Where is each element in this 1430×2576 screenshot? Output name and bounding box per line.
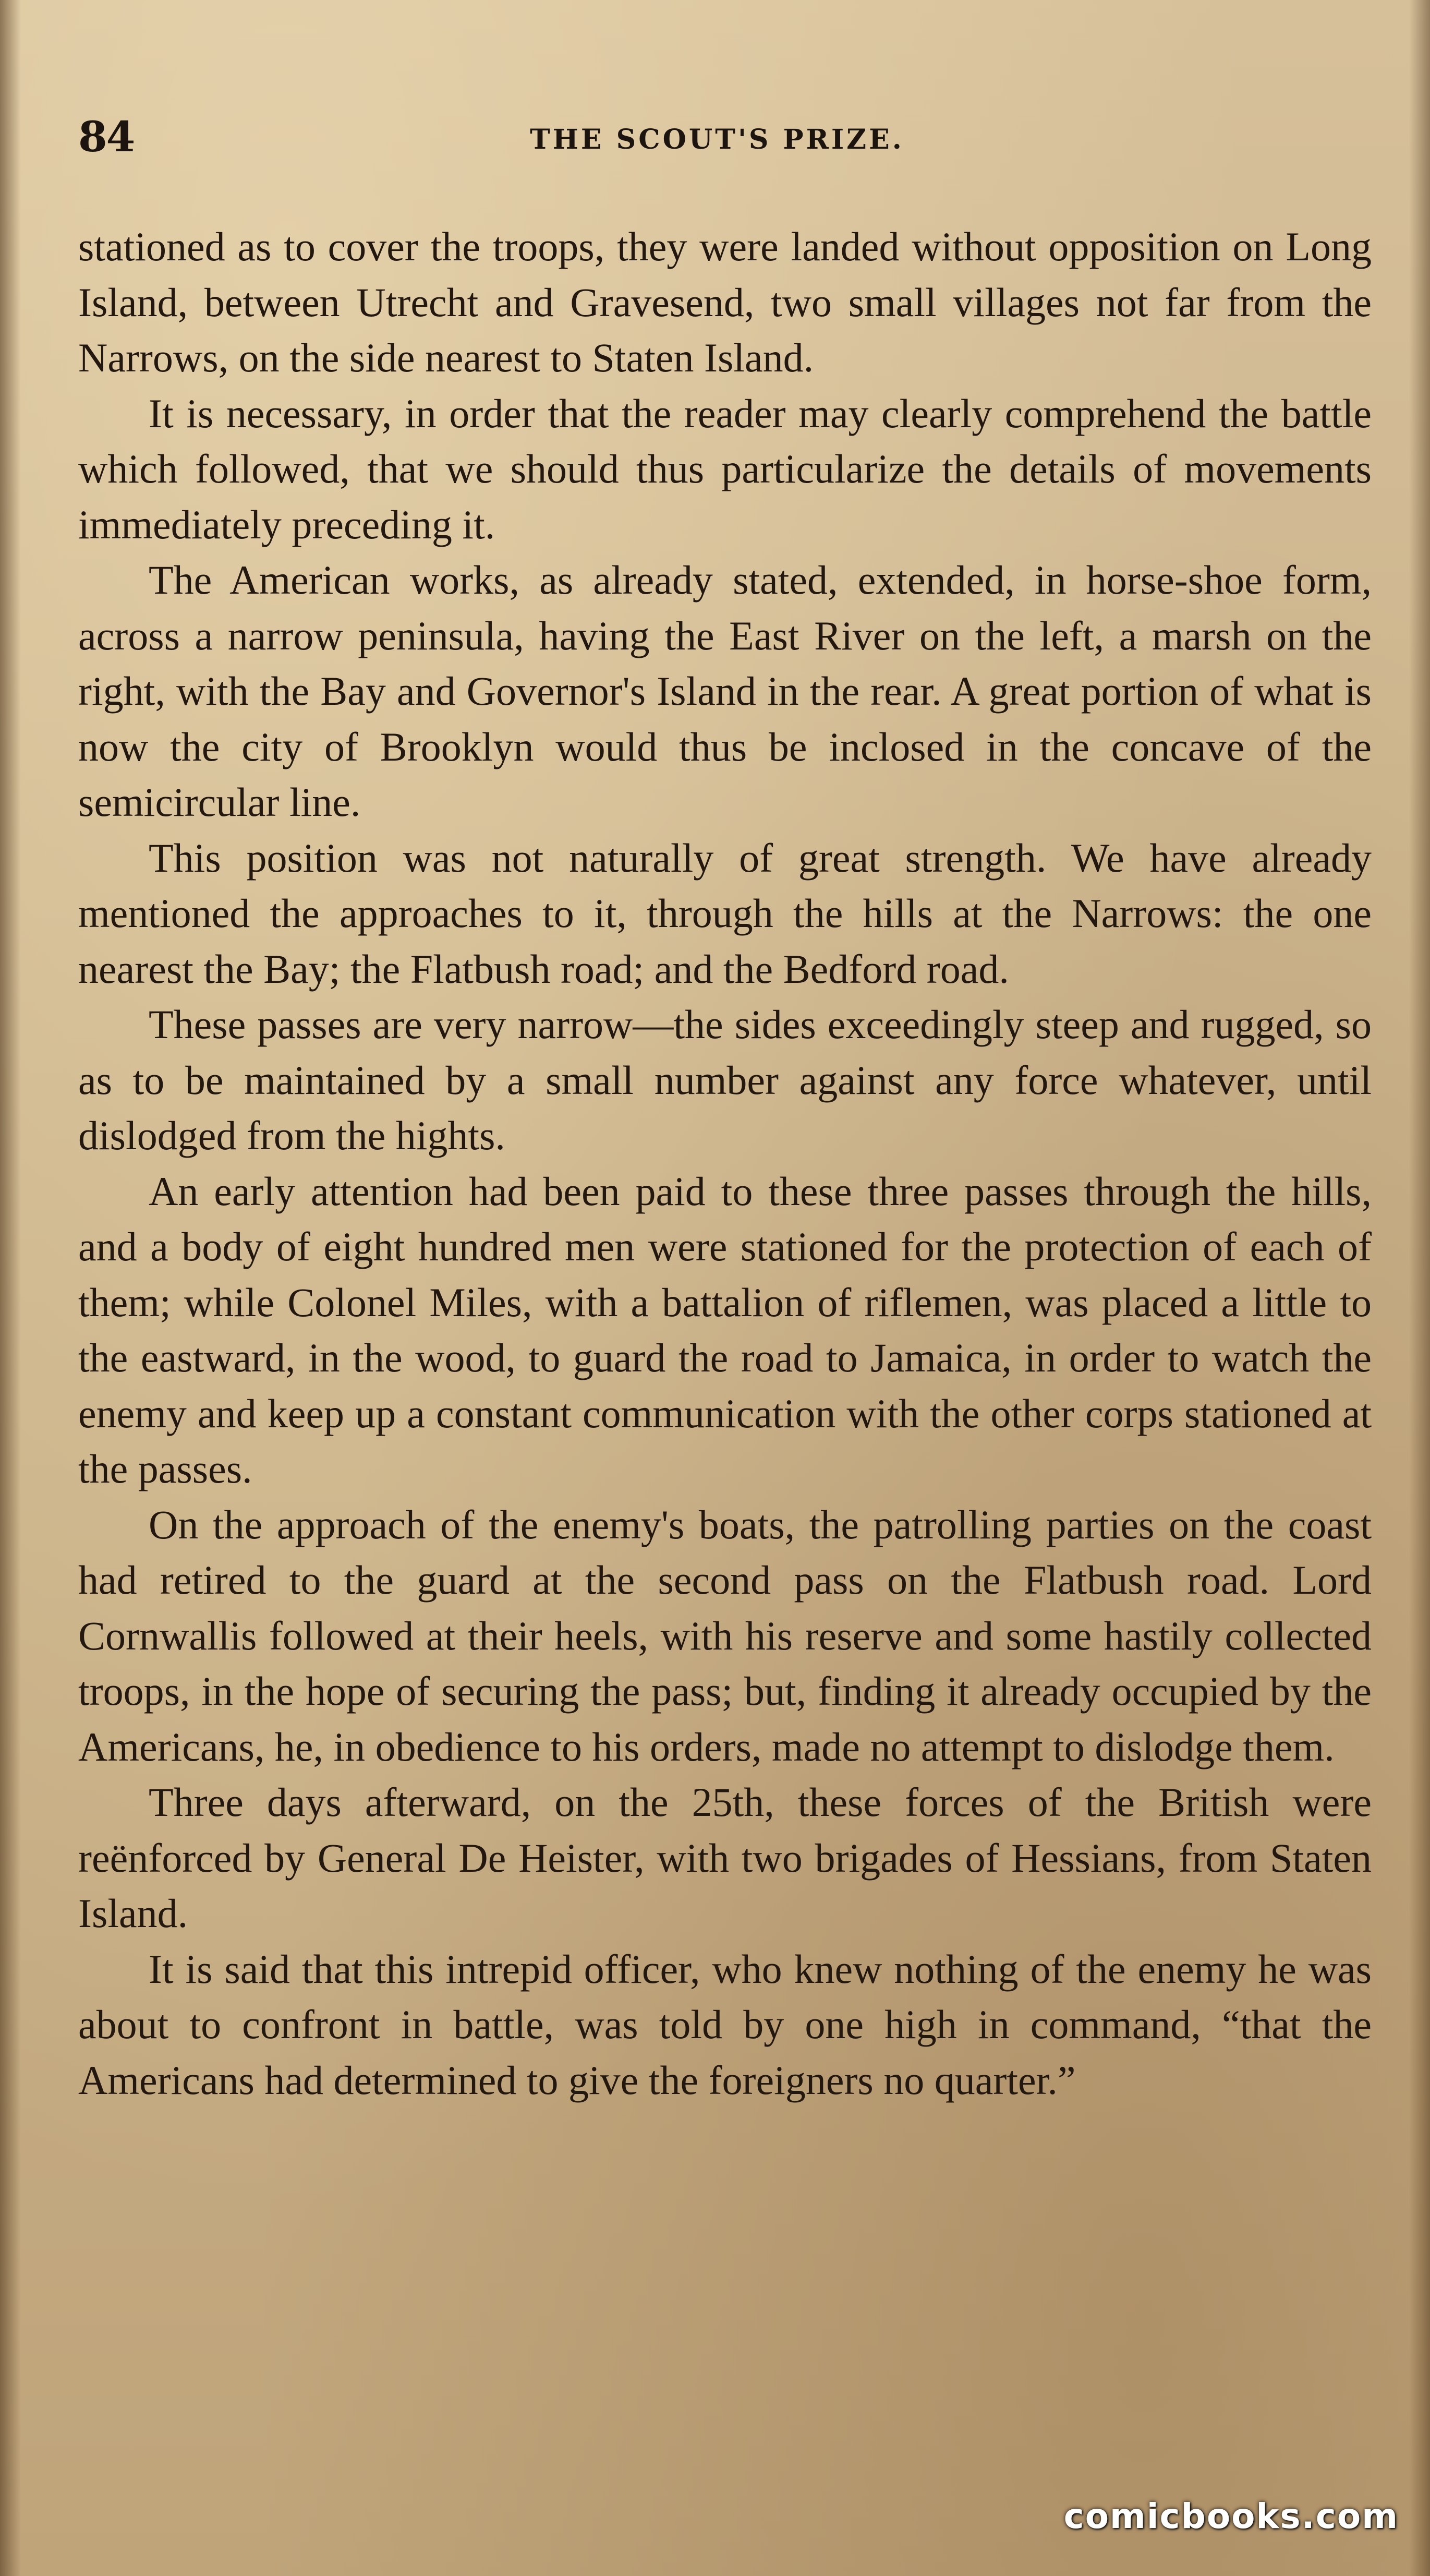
paragraph: It is necessary, in order that the reader may clearly comprehend the battle which followed, that we should thus particularize the details of movements immediately preceding it.: [78, 390, 1372, 547]
paragraph: It is said that this intrepid officer, who knew nothing of the enemy he was about to confront in battle, was told by one high in command, “that the Americans had determined to give the foreigners no quarter.”: [78, 1946, 1372, 2103]
page-edge-shadow-right: [1409, 0, 1430, 2576]
paragraph: This position was not naturally of great strength. We have already mentioned the approaches to it, through the hills at the Narrows: the one nearest the Bay; the Flatbush road; and the Bedford road.: [78, 835, 1372, 992]
page-number: 84: [78, 112, 135, 161]
page-edge-shadow-left: [0, 0, 21, 2576]
running-head: THE SCOUT'S PRIZE.: [530, 124, 904, 155]
body-text: [78, 219, 1372, 2108]
page-header: [78, 112, 1356, 170]
paragraph: An early attention had been paid to these three passes through the hills, and a body of eight hundred men were stationed for the protection of each of them; while Colonel Miles, with a battalion of riflemen, was placed a little to the eastward, in the wood, to guard the road to Jamaica, in order to watch the enemy and keep up a constant communication with the other corps stationed at the passes.: [78, 1168, 1372, 1491]
source-watermark: comicbooks.com: [1063, 2496, 1399, 2536]
paragraph: These passes are very narrow—the sides exceedingly steep and rugged, so as to be maintained by a small number against any force whatever, until dislodged from the hights.: [78, 1002, 1372, 1158]
paragraph: Three days afterward, on the 25th, these forces of the British were reënforced by General De Heister, with two brigades of Hessians, from Staten Island.: [78, 1779, 1372, 1936]
paragraph-continued: stationed as to cover the troops, they were landed without opposition on Long Island, between Utrecht and Gravesend, two small villages not far from the Narrows, on the side nearest to Staten Island.: [78, 224, 1372, 380]
paragraph: On the approach of the enemy's boats, the patrolling parties on the coast had retired to the guard at the second pass on the Flatbush road. Lord Cornwallis followed at their heels, with his reserve and some hastily collected troops, in the hope of securing the pass; but, finding it already occupied by the Americans, he, in obedience to his orders, made no attempt to dislodge them.: [78, 1501, 1372, 1770]
paragraph: The American works, as already stated, extended, in horse-shoe form, across a narrow peninsula, having the East River on the left, a marsh on the right, with the Bay and Governor's Island in the rear. A great portion of what is now the city of Brooklyn would thus be inclosed in the concave of the semicircular line.: [78, 557, 1372, 825]
